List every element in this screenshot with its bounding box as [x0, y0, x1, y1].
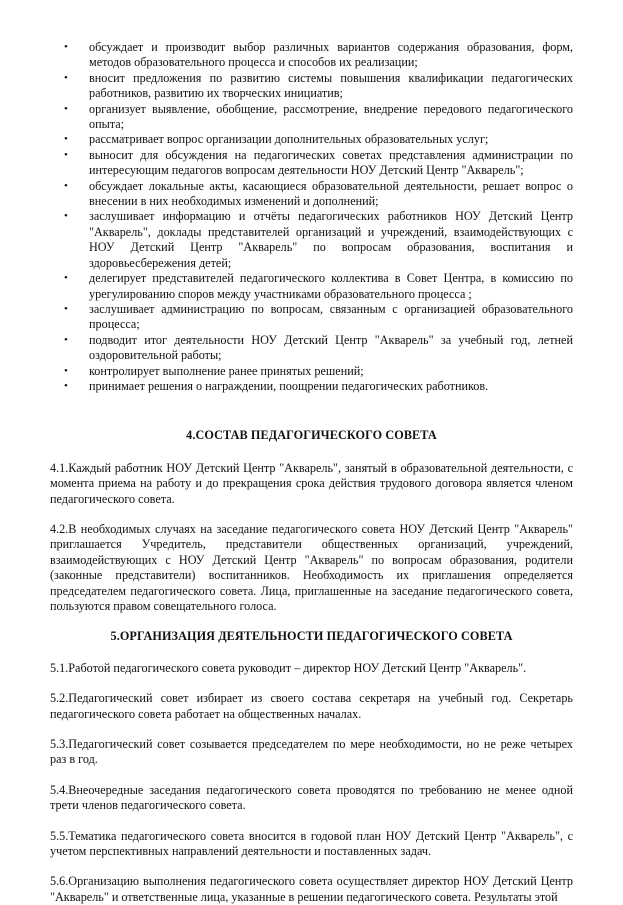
- list-item-text: подводит итог деятельности НОУ Детский Центр "Акварель" за учебный год, летней оздоровительной работы;: [89, 332, 573, 363]
- section-5-heading: 5.ОРГАНИЗАЦИЯ ДЕЯТЕЛЬНОСТИ ПЕДАГОГИЧЕСКОГО СОВЕТА: [110, 629, 513, 644]
- list-item-text: выносит для обсуждения на педагогических советах представления администрации по интересующим педагогов вопросам деятельности НОУ Детский Центр "Акварель";: [89, 147, 573, 178]
- competence-list: [50, 40, 573, 394]
- list-item: [50, 302, 573, 333]
- section-4-heading: 4.СОСТАВ ПЕДАГОГИЧЕСКОГО СОВЕТА: [186, 428, 437, 443]
- bullet-icon: •: [64, 41, 68, 53]
- list-item: [50, 364, 573, 379]
- list-item: [50, 71, 573, 102]
- paragraph-5-1: 5.1.Работой педагогического совета руководит – директор НОУ Детский Центр "Акварель".: [50, 660, 527, 675]
- list-item-text: организует выявление, обобщение, рассмотрение, внедрение передового педагогического опыта;: [89, 101, 573, 132]
- list-item-text: обсуждает локальные акты, касающиеся образовательной деятельности, решает вопрос о внесении в них необходимых изменений и дополнений;: [89, 178, 573, 209]
- bullet-icon: •: [64, 102, 68, 115]
- bullet-icon: •: [64, 379, 68, 392]
- paragraph-5-3: 5.3.Педагогический совет созывается председателем по мере необходимости, но не реже четырех раз в год.: [50, 737, 573, 767]
- bullet-icon: •: [64, 272, 68, 285]
- list-item: [50, 209, 573, 271]
- bullet-icon: •: [64, 333, 68, 346]
- list-item-text: рассматривает вопрос организации дополнительных образовательных услуг;: [89, 132, 489, 147]
- list-item-text: контролирует выполнение ранее принятых решений;: [89, 363, 364, 378]
- paragraph-4-1: 4.1.Каждый работник НОУ Детский Центр "Акварель", занятый в образовательной деятельности, с момента приема на работу и до прекращения срока действия трудового договора является членом педагогического совета.: [50, 460, 573, 506]
- list-item-text: заслушивает администрацию по вопросам, связанным с организацией образовательного процесса;: [89, 301, 573, 332]
- list-item-text: вносит предложения по развитию системы повышения квалификации педагогических работников, развитию их творческих инициатив;: [89, 70, 573, 101]
- paragraph-5-2: 5.2.Педагогический совет избирает из своего состава секретаря на учебный год. Секретарь педагогического совета работает на общественных началах.: [50, 691, 573, 721]
- list-item-text: заслушивает информацию и отчёты педагогических работников НОУ Детский Центр "Акварель", доклады представителей организаций и учреждений, взаимодействующих с НОУ Детский Центр "Акварель" по вопросам образования, воспитания и здоровьесбережения детей;: [89, 209, 573, 270]
- bullet-icon: •: [64, 302, 68, 315]
- bullet-icon: •: [64, 133, 68, 146]
- list-item: [50, 102, 573, 133]
- list-item: [50, 179, 573, 210]
- list-item: [50, 148, 573, 179]
- list-item-text: делегирует представителей педагогического коллектива в Совет Центра, в комиссию по урегулированию споров между участниками образовательного процесса ;: [89, 271, 573, 301]
- list-item: [50, 40, 573, 71]
- list-item: [50, 379, 573, 394]
- bullet-icon: •: [64, 71, 68, 84]
- bullet-icon: •: [64, 179, 68, 192]
- paragraph-4-2: 4.2.В необходимых случаях на заседание педагогического совета НОУ Детский Центр "Акварель" приглашается Учредитель, представители общественных организаций, учреждений, взаимодействующих с НОУ Детский Центр "Акварель" по вопросам образования, родители (законные представители) воспитанников. Необходимость их приглашения определяется председателем педагогического совета. Лица, приглашенные на заседание педагогического совета, пользуются правом совещательного голоса.: [50, 521, 573, 613]
- bullet-icon: •: [64, 148, 68, 161]
- paragraph-5-6: 5.6.Организацию выполнения педагогического совета осуществляет директор НОУ Детский Центр "Акварель" и ответственные лица, указанные в решении педагогического совета. Результаты этой: [50, 874, 573, 904]
- list-item: [50, 271, 573, 302]
- bullet-icon: •: [64, 210, 68, 223]
- bullet-icon: •: [64, 364, 68, 377]
- list-item-text: принимает решения о награждении, поощрении педагогических работников.: [89, 378, 489, 393]
- list-item: [50, 333, 573, 364]
- paragraph-5-5: 5.5.Тематика педагогического совета вносится в годовой план НОУ Детский Центр "Акварель", с учетом перспективных направлений деятельности и поставленных задач.: [50, 828, 573, 859]
- list-item-text: обсуждает и производит выбор различных вариантов содержания образования, форм, методов образовательного процесса и способов их реализации;: [89, 40, 573, 70]
- list-item: [50, 132, 573, 147]
- paragraph-5-4: 5.4.Внеочередные заседания педагогического совета проводятся по требованию не менее одной трети членов педагогического совета.: [50, 782, 573, 813]
